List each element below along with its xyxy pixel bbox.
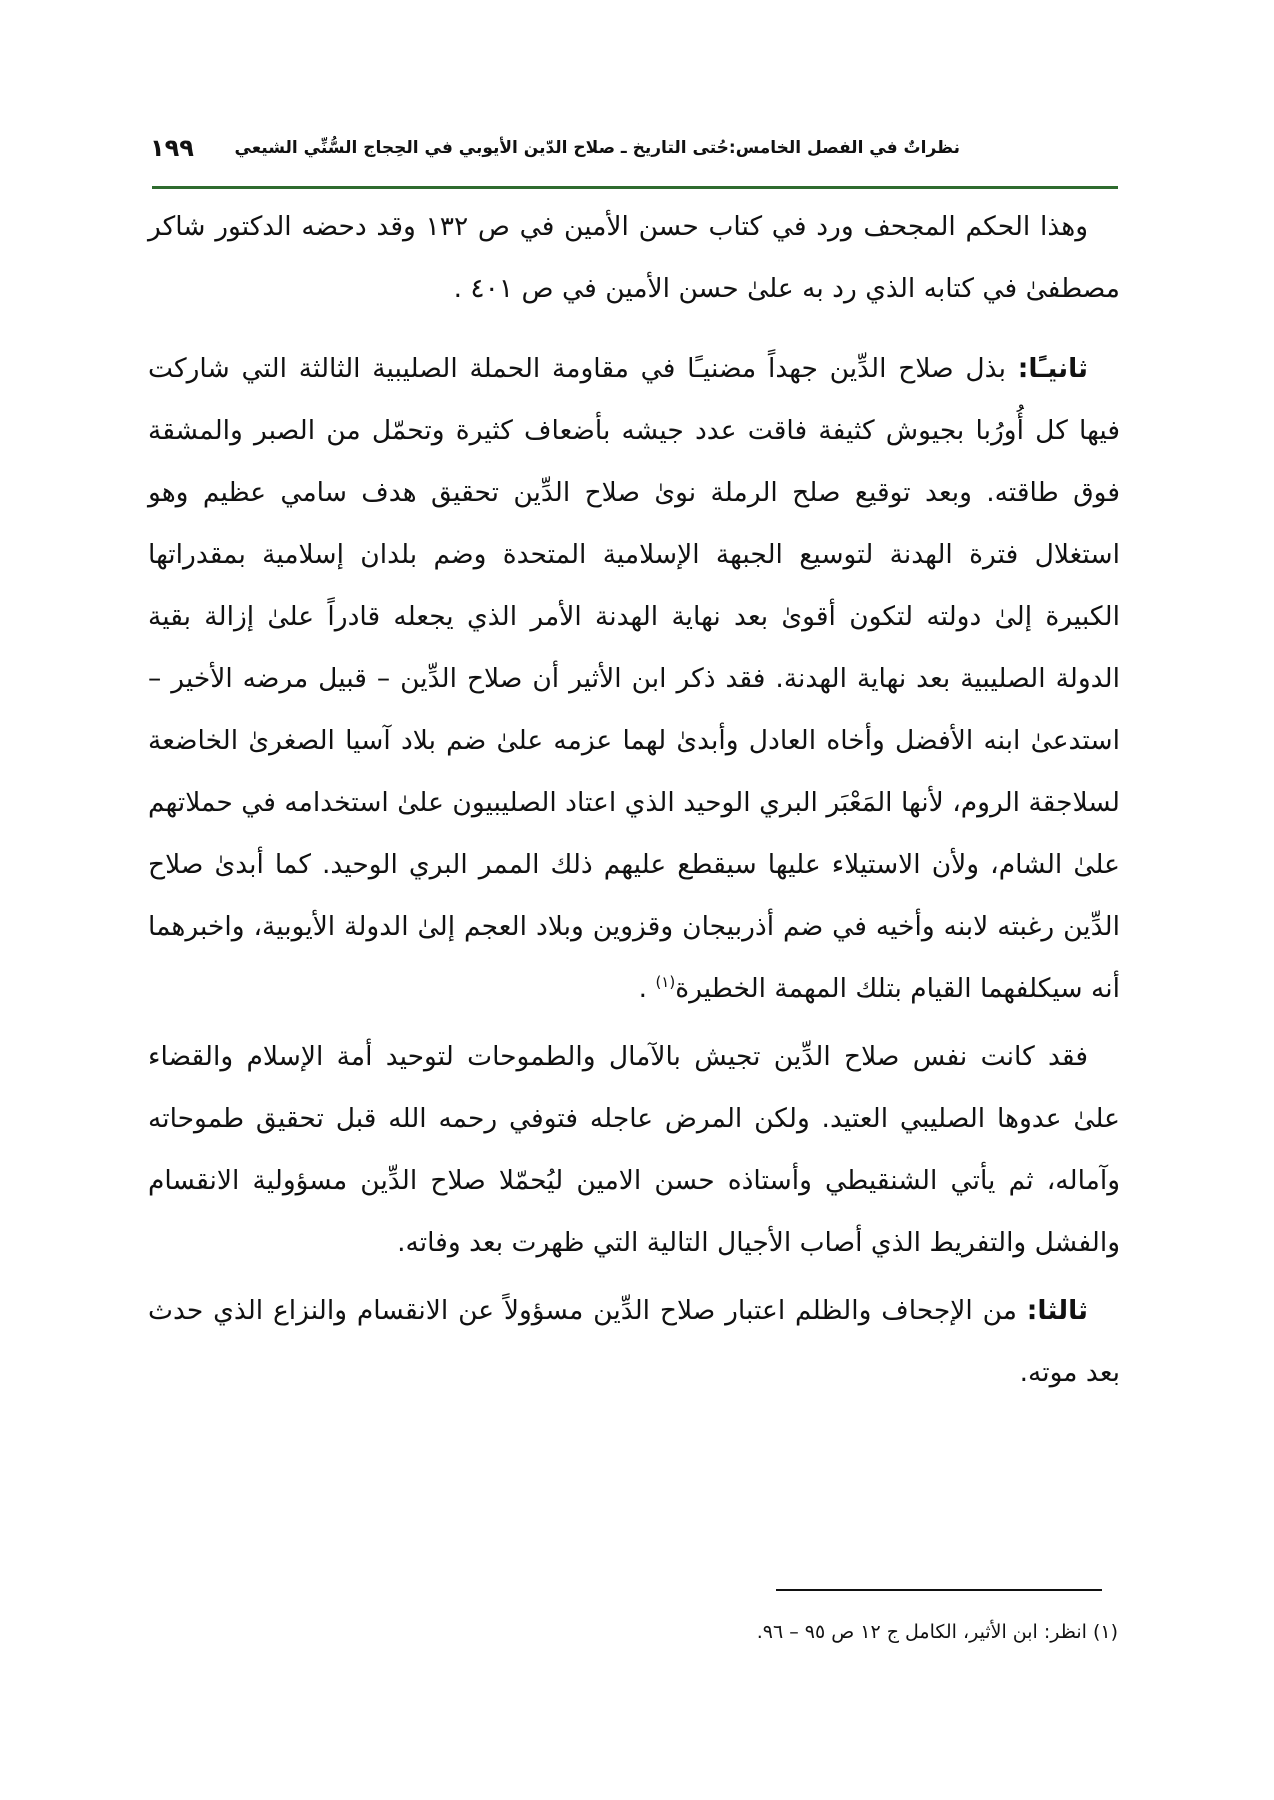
- footnote-separator: [776, 1589, 1102, 1591]
- footnote-1: (١) انظر: ابن الأثير، الكامل ج ١٢ ص ٩٥ – ٩٦.: [756, 1621, 1118, 1643]
- paragraph-label-third: ثالثا:: [1026, 1295, 1088, 1326]
- footnote-reference[interactable]: (١): [655, 973, 676, 992]
- running-header: [150, 128, 1120, 168]
- paragraph-4: [148, 1280, 1120, 1404]
- header-rule: [152, 186, 1118, 189]
- running-header-title: نظراتٌ في الفصل الخامس:حُتى التاريخ ـ صلاح الدّين الأيوبي في الحِجاج السُّنِّي الشيعي: [234, 138, 960, 158]
- body-text: [148, 196, 1120, 1404]
- paragraph-label-second: ثانيـًا:: [1017, 353, 1088, 384]
- paragraph-tail: .: [638, 973, 656, 1004]
- page-number: ١٩٩: [150, 134, 194, 162]
- paragraph-text: وهذا الحكم المجحف ورد في كتاب حسن الأمين في ص ١٣٢ وقد دحضه الدكتور شاكر مصطفىٰ في كتابه الذي رد به علىٰ حسن الأمين في ص ٤٠١ .: [148, 211, 1120, 304]
- paragraph-text: من الإجحاف والظلم اعتبار صلاح الدِّين مسؤولاً عن الانقسام والنزاع الذي حدث بعد موته.: [148, 1295, 1120, 1388]
- paragraph-3: [148, 1026, 1120, 1274]
- paragraph-2: [148, 338, 1120, 1020]
- paragraph-text: بذل صلاح الدِّين جهداً مضنيـًا في مقاومة الحملة الصليبية الثالثة التي شاركت فيها كل أُورُبا بجيوش كثيفة فاقت عدد جيشه بأضعاف كثيرة وتحمّل من الصبر والمشقة فوق طاقته. وبعد توقيع صلح الرملة نوىٰ صلاح الدِّين تحقيق هدف سامي عظيم وهو استغلال فترة الهدنة لتوسيع الجبهة الإسلامية المتحدة وضم بلدان إسلامية بمقدراتها الكبيرة إلىٰ دولته لتكون أقوىٰ بعد نهاية الهدنة الأمر الذي يجعله قادراً علىٰ إزالة بقية الدولة الصليبية بعد نهاية الهدنة. فقد ذكر ابن الأثير أن صلاح الدِّين – قبيل مرضه الأخير – استدعىٰ ابنه الأفضل وأخاه العادل وأبدىٰ لهما عزمه علىٰ ضم بلاد آسيا الصغرىٰ الخاضعة لسلاجقة الروم، لأنها المَعْبَر البري الوحيد الذي اعتاد الصليبيون علىٰ استخدامه في حملاتهم علىٰ الشام، ولأن الاستيلاء عليها سيقطع عليهم ذلك الممر البري الوحيد. كما أبدىٰ صلاح الدِّين رغبته لابنه وأخيه في ضم أذربيجان وقزوين وبلاد العجم إلىٰ الدولة الأيوبية، واخبرهما أنه سيكلفهما القيام بتلك المهمة الخطيرة: [148, 353, 1120, 1004]
- paragraph-text: فقد كانت نفس صلاح الدِّين تجيش بالآمال والطموحات لتوحيد أمة الإسلام والقضاء علىٰ عدوها الصليبي العتيد. ولكن المرض عاجله فتوفي رحمه الله قبل تحقيق طموحاته وآماله، ثم يأتي الشنقيطي وأستاذه حسن الامين ليُحمّلا صلاح الدِّين مسؤولية الانقسام والفشل والتفريط الذي أصاب الأجيال التالية التي ظهرت بعد وفاته.: [148, 1041, 1120, 1258]
- paragraph-1: [148, 196, 1120, 320]
